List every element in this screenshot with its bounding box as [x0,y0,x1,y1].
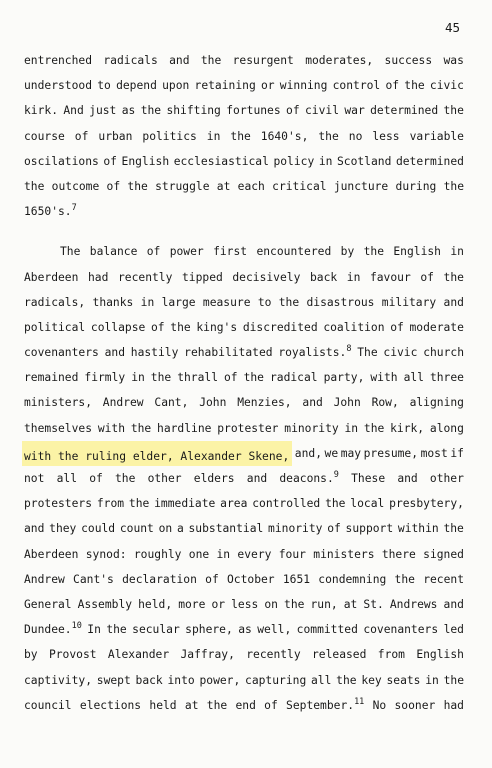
highlighted-text: with the ruling elder, Alexander Skene, [22,441,292,466]
footnote-marker: 10 [71,621,82,632]
text-line: radicals, thanks in large measure to the disastrous military and [24,295,464,309]
text-line: understood to depend upon retaining or winning control of the civic [24,79,464,93]
text-line: covenanters and hastily rehabilitated royalists.$^8$ The civic church [24,344,464,360]
footnote-marker: 7 [71,203,77,214]
footnote-marker: 11 [354,696,365,707]
footnote-marker: 9 [333,470,339,480]
text-line: by Provost Alexander Jaffray, recently released from English [24,648,464,662]
text-line: Aberdeen had recently tipped decisively back in favour of the [24,270,464,284]
text-line: and they could count on a substantial minority of support within the [24,522,464,536]
paragraph [24,239,464,718]
text-line: Andrew Cant's declaration of October 1651 condemning the recent [24,572,464,586]
page-number: 45 [444,20,460,35]
text-line: oscilations of English ecclesiastical policy in Scotland determined [24,154,464,168]
text-line: kirk. And just as the shifting fortunes of civil war determined the [24,104,464,118]
text-line: remained firmly in the thrall of the radical party, with all three [24,371,464,385]
text-line: themselves with the hardline protester minority in the kirk, along [24,421,464,435]
text-line: the outcome of the struggle at each critical juncture during the [24,179,464,193]
text-line: council elections held at the end of September.$^{11}$ No sooner had [24,696,464,712]
text-line: Dundee.$^{10}$ In the secular sphere, as well, committed covenanters led [24,621,464,637]
footnote-marker: 8 [346,344,352,355]
text-line: Aberdeen synod: roughly one in every four ministers there signed [24,547,464,561]
text-line: captivity, swept back into power, capturing all the key seats in the [24,673,464,687]
text-line: General Assembly held, more or less on the run, at St. Andrews and [24,597,464,611]
text-line: with the ruling elder, Alexander Skene, and, we may presume, most if [24,441,464,466]
text-line: political collapse of the king's discredited coalition of moderate [24,320,464,334]
text-line: entrenched radicals and the resurgent moderates, success was [24,54,464,67]
document-body [24,48,464,718]
text-line: The balance of power first encountered by the English in [60,245,464,259]
text-line: not all of the other elders and deacons.$^9$ These and other [24,470,464,485]
text-line: protesters from the immediate area controlled the local presbytery, [24,497,464,511]
text-line: course of urban politics in the 1640's, the no less variable [24,129,464,143]
text-line: 1650's.$^7$ [24,203,77,219]
paragraph [24,48,464,224]
text-line: ministers, Andrew Cant, John Menzies, and John Row, aligning [24,396,464,410]
